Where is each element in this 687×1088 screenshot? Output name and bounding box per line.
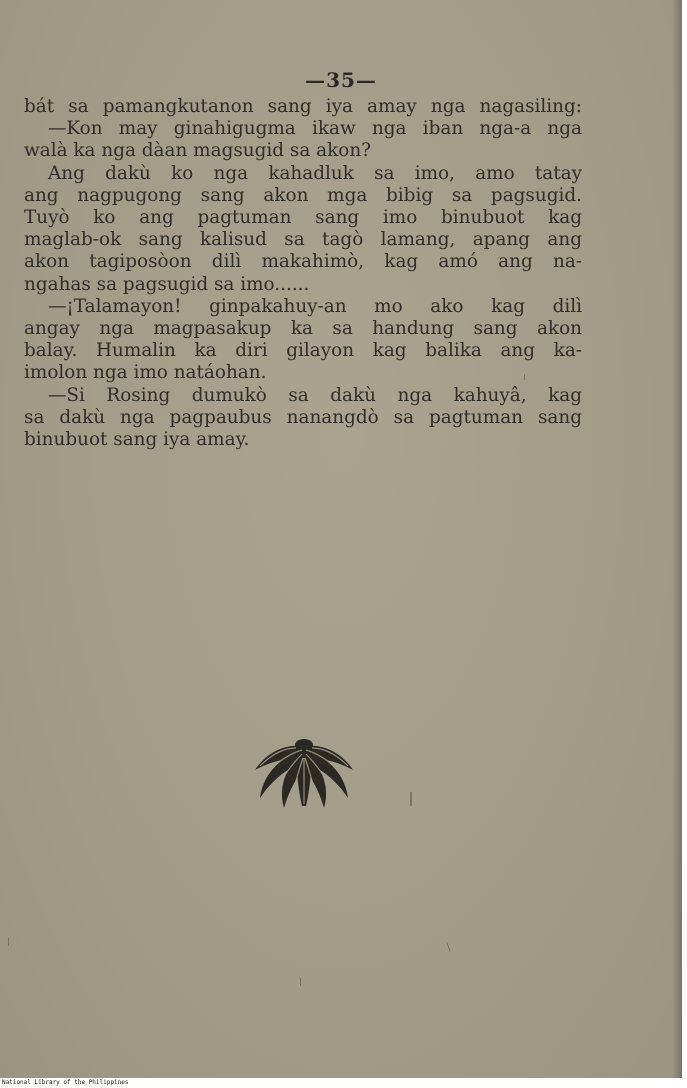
text-line-7: maglab-ok sang kalisud sa tagò lamang, apang ang <box>24 229 582 251</box>
text-line-14: —Si Rosing dumukò sa dakù nga kahuyâ, kag <box>48 384 582 406</box>
text-line-2: —Kon may ginahigugma ikaw nga iban nga-a nga <box>48 118 582 140</box>
text-line-5: ang nagpugong sang akon mga bibig sa pagsugid. <box>24 184 582 206</box>
footer-credit: National Library of the Philippines <box>2 1079 129 1086</box>
text-line-13: imolon nga imo natáohan. <box>24 362 267 384</box>
body-text <box>24 96 582 451</box>
text-line-8: akon tagiposòon dilì makahimò, kag amó ang na- <box>24 251 582 273</box>
text-line-1: bát sa pamangkutanon sang iya amay nga nagasiling: <box>24 96 582 117</box>
palm-leaf-ornament-icon <box>252 736 356 812</box>
text-line-15: sa dakù nga pagpaubus nanangdò sa pagtuman sang <box>24 406 582 428</box>
text-line-11: angay nga magpasakup ka sa handung sang akon <box>24 318 582 340</box>
text-line-12: balay. Humalin ka diri gilayon kag balika ang ka- <box>24 340 582 362</box>
text-line-9: ngahas sa pagsugid sa imo...... <box>24 273 310 295</box>
paper-speck <box>446 942 450 952</box>
paper-speck <box>410 792 412 806</box>
text-line-4: Ang dakù ko nga kahadluk sa imo, amo tatay <box>48 162 582 184</box>
text-line-3: walà ka nga dàan magsugid sa akon? <box>24 140 372 162</box>
page-number: —35— <box>305 68 377 92</box>
text-line-10: —¡Talamayon! ginpakahuy-an mo ako kag dilì <box>48 295 582 317</box>
text-line-6: Tuyò ko ang pagtuman sang imo binubuot kag <box>24 207 582 229</box>
paper-speck <box>8 938 9 946</box>
text-line-16: binubuot sang iya amay. <box>24 429 250 451</box>
paper-speck <box>300 978 301 986</box>
paper-speck <box>524 374 525 380</box>
